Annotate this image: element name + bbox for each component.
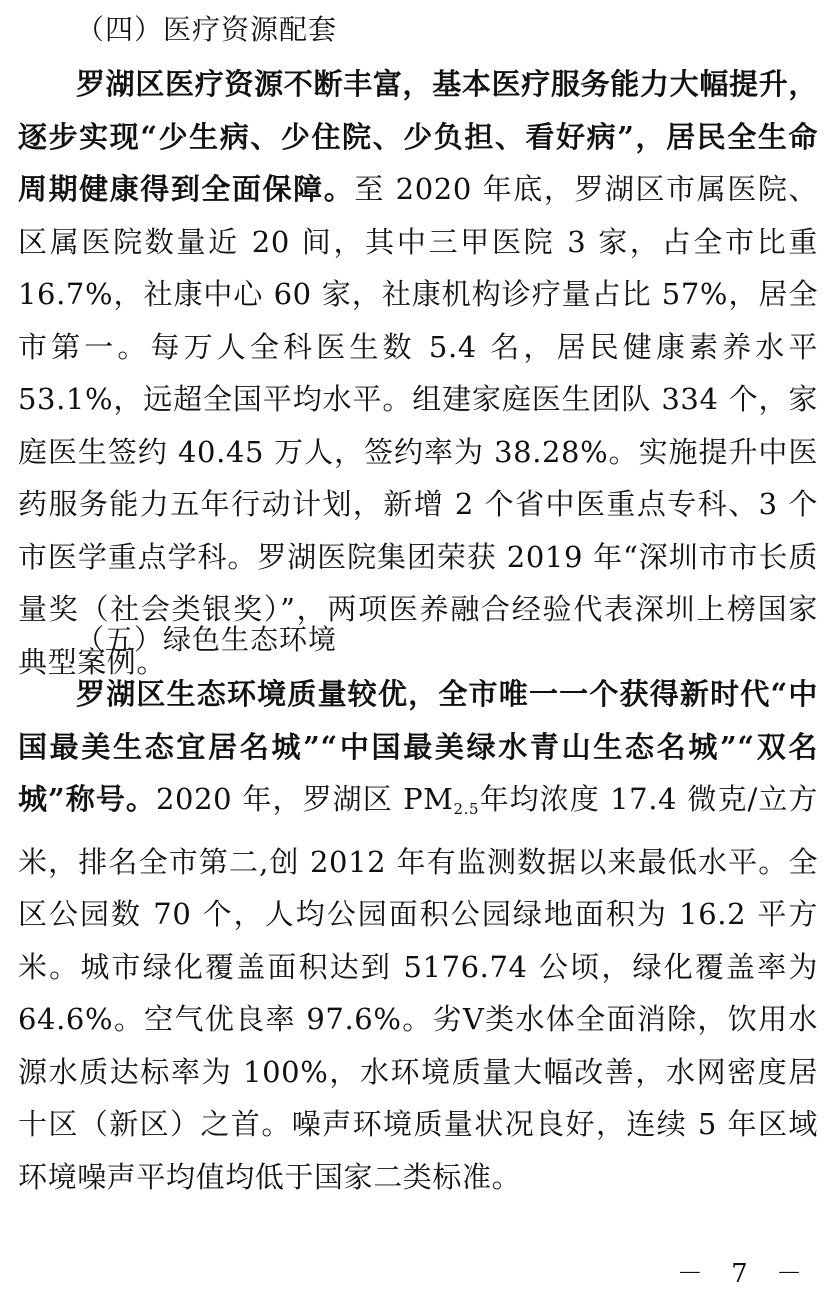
section-green-ecology bbox=[18, 612, 818, 1203]
section-heading: （四）医疗资源配套 bbox=[76, 13, 338, 46]
section-paragraph bbox=[18, 668, 818, 1203]
section-paragraph bbox=[18, 58, 818, 688]
page-number: － 7 － bbox=[676, 1259, 812, 1289]
paragraph-body-rest: 年均浓度 17.4 微克/立方米，排名全市第二,创 2012 年有监测数据以来最低水平。全区公园数 70 个，人均公园面积公园绿地面积为 16.2 平方米。城市绿化覆盖面积达到 5176.74 公顷，绿化覆盖率为 64.6%。空气优良率 97.6%。劣Ⅴ类水体全面消除，饮用水源水质达标率为 100%，水环境质量大幅改善，水网密度居十区（新区）之首。噪声环境质量状况良好，连续 5 年区域环境噪声平均值均低于国家二类标准。 bbox=[18, 782, 818, 1194]
pm-subscript: 2.5 bbox=[453, 800, 480, 818]
paragraph-body: 至 2020 年底，罗湖区市属医院、区属医院数量近 20 间，其中三甲医院 3 家，占全市比重 16.7%，社康中心 60 家，社康机构诊疗量占比 57%，居全市第一。每万人全科医生数 5.4 名，居民健康素养水平 53.1%，远超全国平均水平。组建家庭医生团队 334 个，家庭医生签约 40.45 万人，签约率为 38.28%。实施提升中医药服务能力五年行动计划，新增 2 个省中医重点专科、3 个市医学重点学科。罗湖医院集团荣获 2019 年“深圳市市长质量奖（社会类银奖）”，两项医养融合经验代表深圳上榜国家典型案例。 bbox=[18, 172, 818, 679]
paragraph-lead-sentence: 罗湖区医疗资源不断丰富，基本医疗服务能力大幅提升，逐步实现“少生病、少住院、少负担、看好病”，居民全生命周期健康得到全面保障。 bbox=[18, 67, 818, 206]
section-heading: （五）绿色生态环境 bbox=[76, 623, 338, 656]
paragraph-body-start: 2020 年，罗湖区 PM bbox=[156, 782, 454, 816]
section-medical-resources bbox=[18, 2, 818, 688]
paragraph-lead-sentence: 罗湖区生态环境质量较优，全市唯一一个获得新时代“中国最美生态宜居名城”“中国最美绿水青山生态名城”“双名城”称号。 bbox=[18, 677, 818, 816]
